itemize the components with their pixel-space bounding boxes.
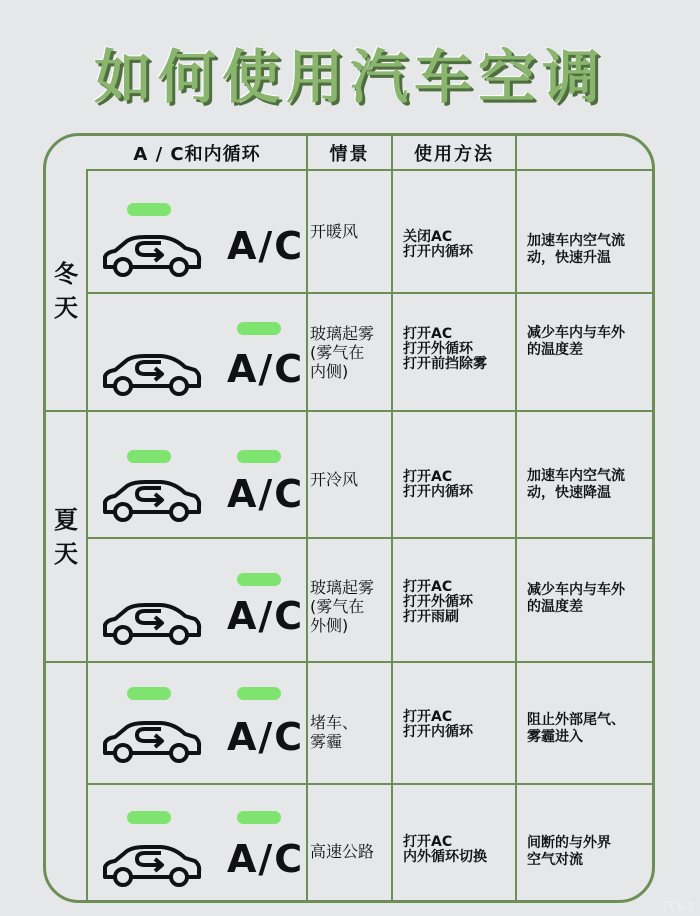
effect-line: 间断的与外界 [527, 835, 611, 851]
method-text [403, 580, 515, 625]
effect-text [527, 325, 652, 359]
scene-line: 玻璃起雾 [310, 578, 375, 597]
effect-text [527, 835, 652, 869]
ac-status-cell [89, 539, 305, 661]
watermark: 汽车之 [663, 900, 696, 913]
ac-status-cell [89, 663, 305, 783]
header-method: 使用方法 [414, 143, 494, 165]
ac-indicator-light [237, 573, 281, 586]
season-char: 冬 [54, 259, 78, 288]
effect-text [527, 582, 652, 616]
effect-text [527, 233, 652, 267]
ac-status-cell [89, 785, 305, 901]
season-char: 天 [54, 293, 78, 322]
ac-label: A/C [227, 837, 305, 881]
ac-indicator-light [237, 322, 281, 335]
ac-status-cell [89, 412, 305, 537]
ac-status-cell [89, 294, 305, 410]
ac-status-cell [89, 171, 305, 292]
effect-line: 动，快速升温 [527, 250, 611, 266]
circulation-indicator-light [127, 203, 171, 216]
effect-line: 的温度差 [527, 342, 583, 358]
scene-text [310, 324, 390, 381]
header-ac-circulation: A / C和内循环 [133, 143, 261, 165]
scene-line: 堵车、 [310, 713, 359, 732]
effect-line: 加速车内空气流 [527, 468, 625, 484]
effect-line: 阻止外部尾气、 [527, 712, 625, 728]
ac-indicator-light [237, 687, 281, 700]
divider [515, 136, 517, 901]
method-line: 内外循环切换 [403, 849, 487, 865]
method-text [403, 230, 515, 260]
scene-line: 高速公路 [310, 842, 375, 861]
ac-label: A/C [227, 472, 305, 516]
method-line: 打开AC [403, 326, 453, 342]
effect-line: 的温度差 [527, 599, 583, 615]
method-line: 打开前挡除雾 [403, 356, 487, 372]
recirculation-car-icon [99, 715, 203, 765]
ac-label: A/C [227, 594, 305, 638]
header-scene: 情景 [329, 143, 370, 165]
scene-line: 玻璃起雾 [310, 324, 375, 343]
method-line: 打开AC [403, 709, 453, 725]
season-winter [46, 171, 86, 410]
method-text [403, 710, 515, 740]
effect-line: 动，快速降温 [527, 485, 611, 501]
season-char: 天 [54, 539, 78, 568]
effect-line: 减少车内与车外 [527, 325, 625, 341]
method-text [403, 327, 515, 372]
method-line: 打开AC [403, 834, 453, 850]
method-text [403, 835, 515, 865]
method-text [403, 470, 515, 500]
method-line: 打开内循环 [403, 484, 473, 500]
ac-label: A/C [227, 347, 305, 391]
effect-line: 加速车内空气流 [527, 233, 625, 249]
scene-line: 开暖风 [310, 222, 359, 241]
recirculation-car-icon [99, 839, 203, 889]
recirculation-car-icon [99, 474, 203, 524]
ac-indicator-light [237, 811, 281, 824]
divider [306, 136, 308, 901]
method-line: 打开内循环 [403, 724, 473, 740]
scene-line: 雾霾 [310, 732, 343, 751]
ac-indicator-light [237, 450, 281, 463]
effect-text [527, 468, 652, 502]
scene-text [310, 842, 390, 861]
method-line: 打开外循环 [403, 341, 473, 357]
header-effect [517, 136, 653, 169]
circulation-indicator-light [127, 450, 171, 463]
divider [86, 170, 88, 901]
scene-text [310, 713, 390, 751]
divider [391, 136, 393, 901]
scene-text [310, 470, 390, 489]
method-line: 打开外循环 [403, 594, 473, 610]
circulation-indicator-light [127, 811, 171, 824]
scene-line: (雾气在 [310, 597, 365, 616]
page-title: 如何使用汽车空调 [93, 43, 606, 111]
scene-text [310, 222, 390, 241]
ac-label: A/C [227, 715, 305, 759]
scene-text [310, 578, 390, 635]
effect-line: 雾霾进入 [527, 729, 583, 745]
effect-line: 减少车内与车外 [527, 582, 625, 598]
recirculation-car-icon [99, 348, 203, 398]
scene-line: 外侧) [310, 616, 349, 635]
scene-line: (雾气在 [310, 343, 365, 362]
effect-line: 空气对流 [527, 852, 583, 868]
method-line: 打开内循环 [403, 244, 473, 260]
method-line: 打开雨刷 [403, 609, 459, 625]
method-line: 打开AC [403, 579, 453, 595]
effect-text [527, 712, 652, 746]
season-summer [46, 412, 86, 661]
method-line: 关闭AC [403, 229, 453, 245]
recirculation-car-icon [99, 597, 203, 647]
method-line: 打开AC [403, 469, 453, 485]
scene-line: 内侧) [310, 362, 349, 381]
circulation-indicator-light [127, 687, 171, 700]
season-char: 夏 [54, 505, 78, 534]
scene-line: 开冷风 [310, 470, 359, 489]
ac-label: A/C [227, 224, 305, 268]
recirculation-car-icon [99, 229, 203, 279]
